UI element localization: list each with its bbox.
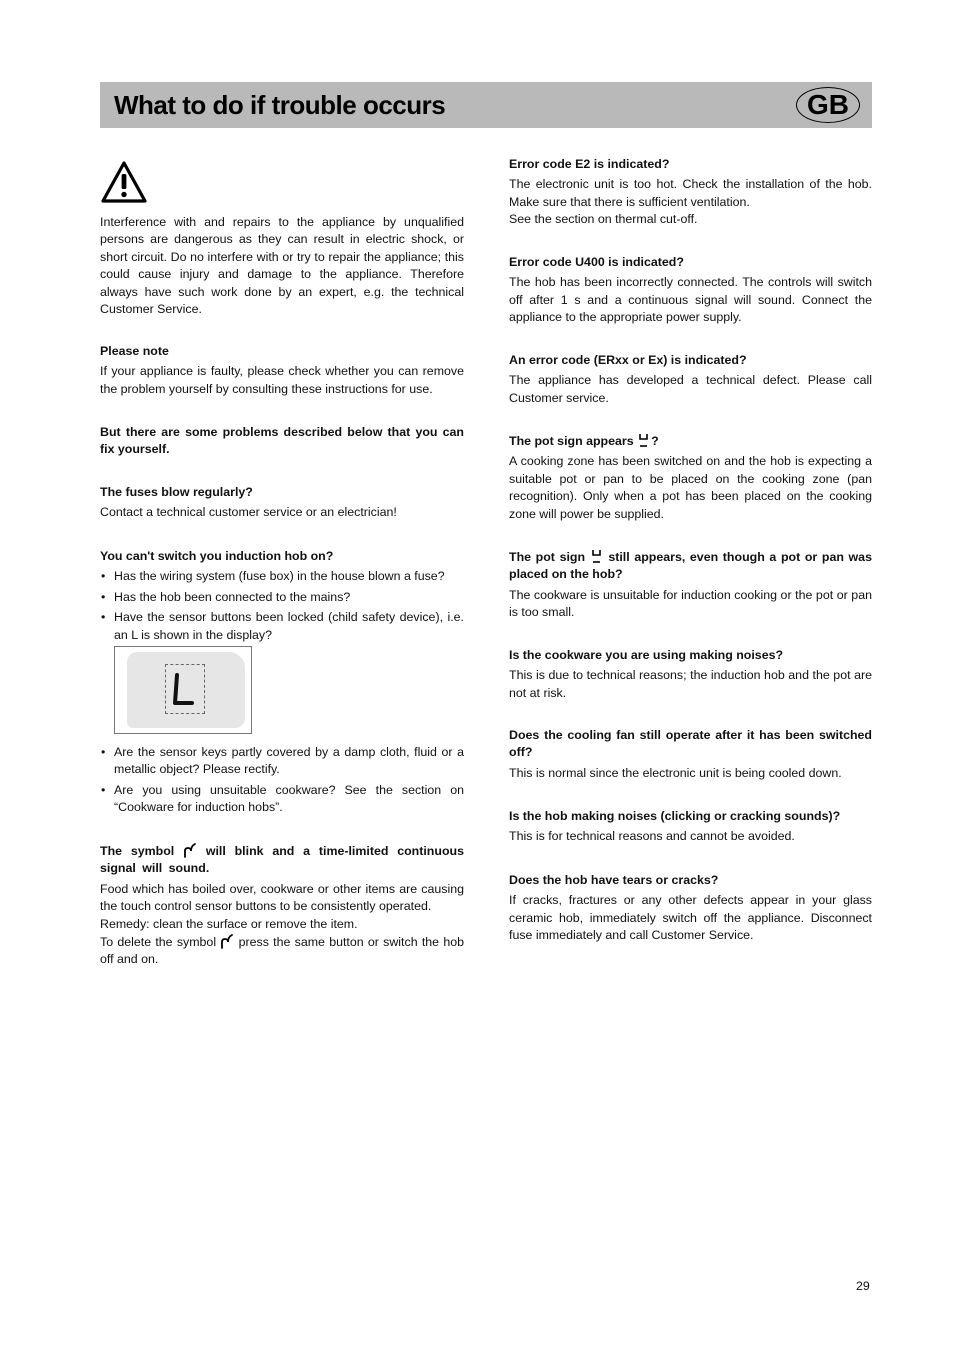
display-panel bbox=[127, 652, 245, 728]
pot-sign-section bbox=[509, 432, 872, 523]
pot-sign-still-heading bbox=[509, 548, 872, 584]
warning-text: Interference with and repairs to the appliance by unqualified persons are dangerous as they can result in electric shock, or short circuit. Do no interfere with or try to repair the appliance; this could cause injury and damage to the appliance. Therefore always have such work done by an expert, e.g. the technical Customer Service. bbox=[100, 215, 464, 317]
language-badge: GB bbox=[796, 87, 860, 123]
pot-sign-still-heading-post: still appears, even though a pot or pan was placed on the hob? bbox=[509, 550, 872, 582]
fan-heading: Does the cooling fan still operate after it has been switched off? bbox=[509, 728, 872, 760]
pot-sign-heading bbox=[509, 432, 872, 450]
u400-text: The hob has been incorrectly connected. The controls will switch off after 1 s and a continuous signal will sound. Connect the appliance to the appropriate power supply. bbox=[509, 275, 872, 325]
switch-on-list-continued bbox=[100, 744, 464, 817]
list-item: • Are the sensor keys partly covered by a damp cloth, fluid or a metallic object? Please rectify. bbox=[100, 744, 464, 779]
fan-text: This is normal since the electronic unit is being cooled down. bbox=[509, 765, 842, 780]
pot-sign-still-heading-pre: The pot sign bbox=[509, 550, 586, 564]
u400-heading: Error code U400 is indicated? bbox=[509, 255, 684, 269]
fuses-text: Contact a technical customer service or an electrician! bbox=[100, 505, 397, 520]
switch-on-list bbox=[100, 568, 464, 644]
pot-sign-text: A cooking zone has been switched on and the hob is expecting a suitable pot or pan to be placed on the cooking zone (pan recognition). Only when a pot has been placed on the cooking zone will power be supplied. bbox=[509, 454, 872, 521]
intro-bold-text: But there are some problems described below that you can fix yourself. bbox=[100, 425, 464, 457]
symbol-blink-text-2: Remedy: clean the surface or remove the item. bbox=[100, 916, 358, 931]
symbol-blink-section bbox=[100, 842, 464, 969]
switch-on-section bbox=[100, 548, 464, 647]
display-image bbox=[114, 646, 252, 734]
symbol-blink-heading-pre: The symbol bbox=[100, 844, 175, 858]
symbol-blink-heading bbox=[100, 842, 464, 878]
u400-section bbox=[509, 254, 872, 327]
list-item: • Has the hob been connected to the mains? bbox=[100, 589, 464, 606]
symbol-blink-text-3-pre: To delete the symbol bbox=[100, 935, 217, 950]
clicking-heading: Is the hob making noises (clicking or cracking sounds)? bbox=[509, 809, 841, 823]
warning-section bbox=[100, 214, 464, 318]
symbol-blink-heading-post: will blink and a time-limited continuous signal will sound. bbox=[100, 844, 464, 876]
cracks-heading: Does the hob have tears or cracks? bbox=[509, 873, 719, 887]
clicking-section bbox=[509, 808, 872, 846]
page-title: What to do if trouble occurs bbox=[114, 90, 446, 120]
fan-section bbox=[509, 727, 872, 782]
pot-sign-icon bbox=[637, 432, 651, 448]
boil-over-symbol-icon bbox=[220, 933, 234, 949]
display-digit-frame bbox=[165, 664, 205, 714]
warning-triangle-icon bbox=[100, 160, 148, 204]
e2-heading: Error code E2 is indicated? bbox=[509, 157, 670, 171]
erxx-section bbox=[509, 352, 872, 407]
boil-over-symbol-icon bbox=[183, 842, 197, 858]
symbol-blink-text-3 bbox=[100, 933, 464, 969]
symbol-blink-text-3-post: press the same button or switch the hob off and on. bbox=[100, 935, 464, 967]
page-number: 29 bbox=[856, 1279, 870, 1293]
e2-text-1: The electronic unit is too hot. Check the installation of the hob. Make sure that there is sufficient ventilation. bbox=[509, 177, 872, 209]
page-header bbox=[100, 82, 872, 128]
erxx-text: The appliance has developed a technical defect. Please call Customer service. bbox=[509, 373, 872, 405]
e2-text-2: See the section on thermal cut-off. bbox=[509, 212, 698, 227]
display-l-glyph bbox=[166, 665, 204, 713]
switch-on-section-continued bbox=[100, 744, 464, 820]
please-note-heading: Please note bbox=[100, 344, 169, 358]
list-item: • Have the sensor buttons been locked (child safety device), i.e. an L is shown in the display? bbox=[100, 609, 464, 644]
noises-text: This is due to technical reasons; the induction hob and the pot are not at risk. bbox=[509, 668, 872, 700]
fuses-heading: The fuses blow regularly? bbox=[100, 485, 253, 499]
list-item: • Has the wiring system (fuse box) in the house blown a fuse? bbox=[100, 568, 464, 585]
pot-sign-heading-pre: The pot sign appears bbox=[509, 434, 634, 448]
noises-heading: Is the cookware you are using making noises? bbox=[509, 648, 784, 662]
fuses-section bbox=[100, 484, 464, 522]
noises-section bbox=[509, 647, 872, 702]
cracks-section bbox=[509, 872, 872, 945]
symbol-blink-text-1: Food which has boiled over, cookware or other items are causing the touch control sensor buttons to be consistently operated. bbox=[100, 881, 464, 914]
please-note-text: If your appliance is faulty, please check whether you can remove the problem yourself by consulting these instructions for use. bbox=[100, 364, 464, 396]
e2-section bbox=[509, 156, 872, 229]
please-note-section bbox=[100, 343, 464, 398]
pot-sign-icon bbox=[590, 548, 604, 564]
cracks-text: If cracks, fractures or any other defects appear in your glass ceramic hob, immediately switch off the appliance. Disconnect fuse immediately and call Customer Service. bbox=[509, 893, 872, 943]
erxx-heading: An error code (ERxx or Ex) is indicated? bbox=[509, 353, 747, 367]
pot-sign-still-text: The cookware is unsuitable for induction cooking or the pot or pan is too small. bbox=[509, 587, 872, 620]
intro-section bbox=[100, 424, 464, 462]
clicking-text: This is for technical reasons and cannot be avoided. bbox=[509, 829, 795, 844]
list-item: • Are you using unsuitable cookware? See the section on “Cookware for induction hobs”. bbox=[100, 782, 464, 817]
pot-sign-still-section bbox=[509, 548, 872, 622]
switch-on-heading: You can't switch you induction hob on? bbox=[100, 549, 334, 563]
pot-sign-heading-post: ? bbox=[651, 434, 659, 448]
